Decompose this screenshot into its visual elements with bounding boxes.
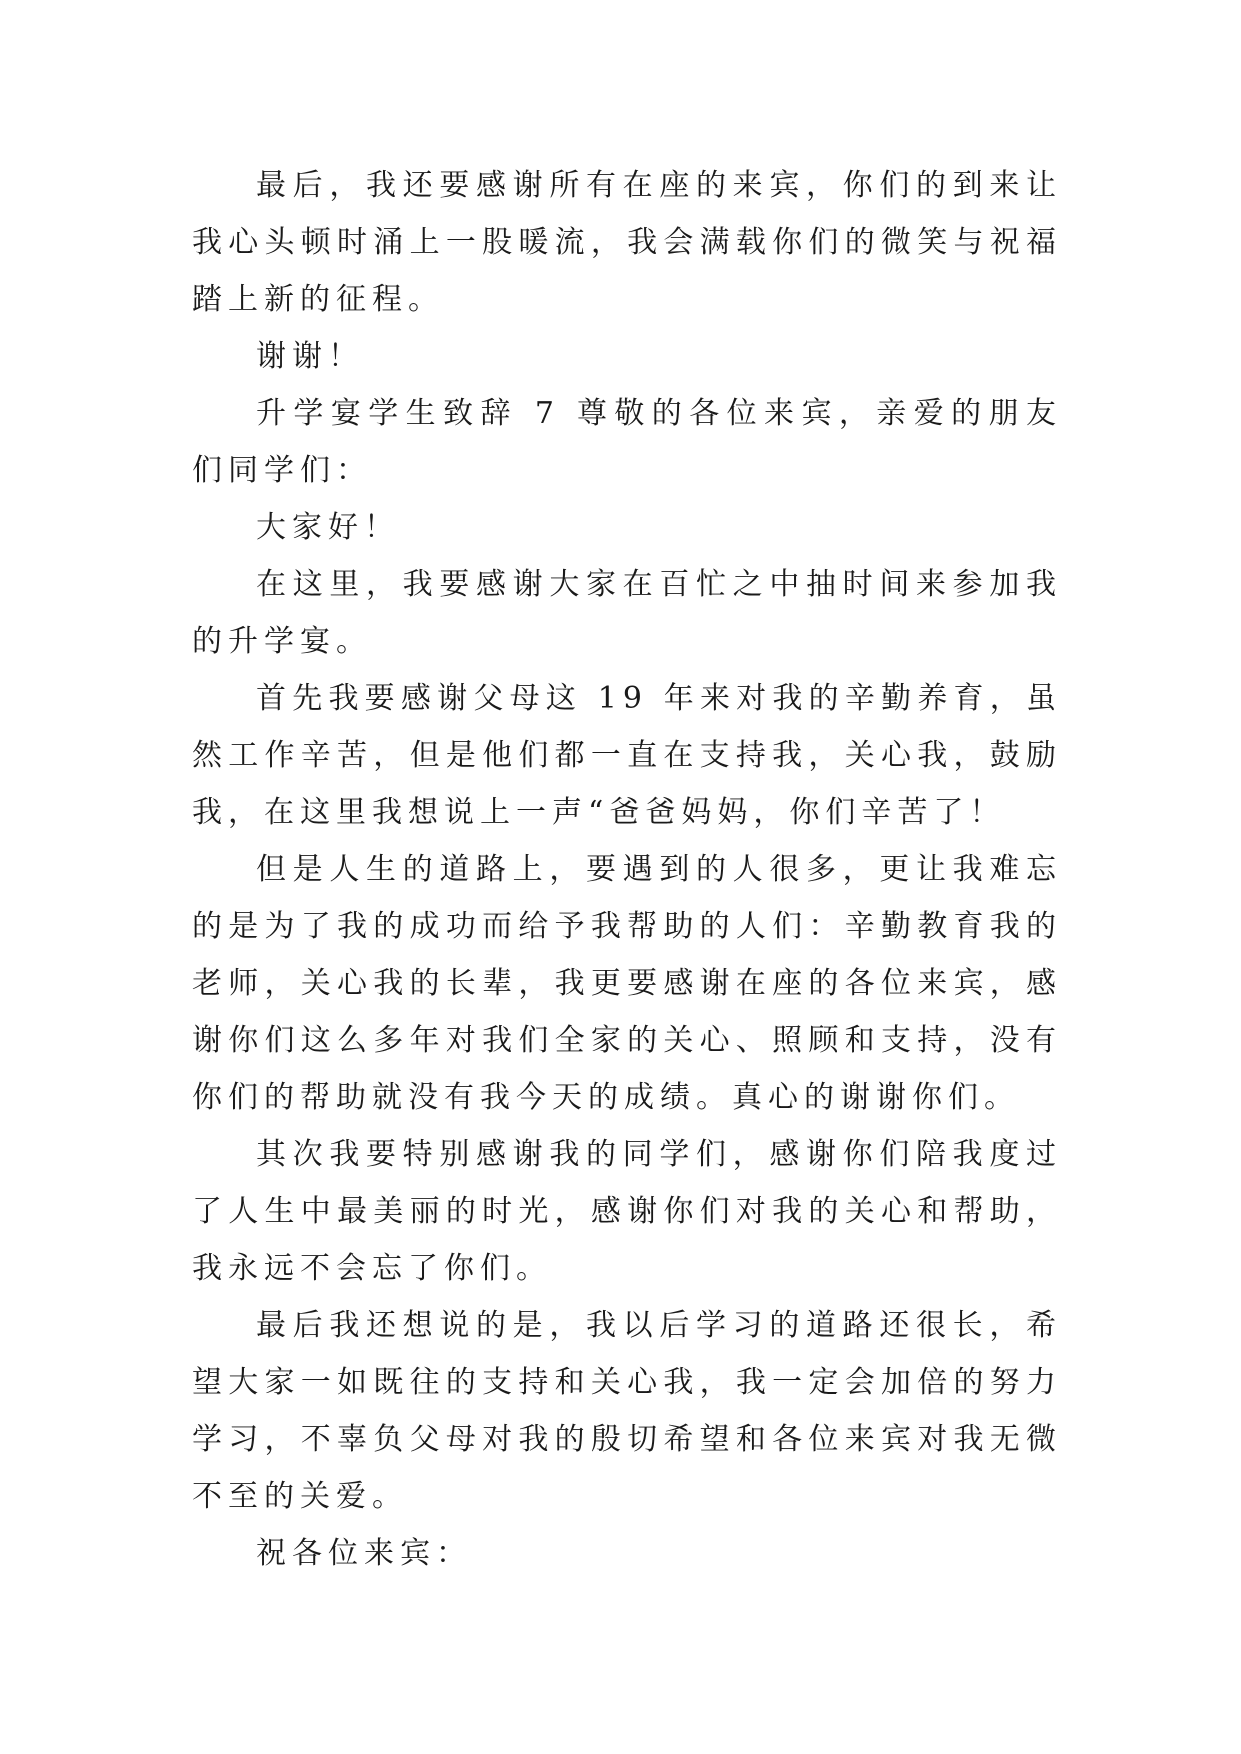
paragraph-thank-classmates: 其次我要特别感谢我的同学们，感谢你们陪我度过了人生中最美丽的时光，感谢你们对我的关心和帮助，我永远不会忘了你们。 — [192, 1137, 1062, 1286]
paragraph-speech-heading: 升学宴学生致辞 7 尊敬的各位来宾，亲爱的朋友们同学们： — [192, 396, 1062, 488]
paragraph-thank-you: 谢谢！ — [256, 339, 364, 374]
paragraph-thank-parents: 首先我要感谢父母这 19 年来对我的辛勤养育，虽然工作辛苦，但是他们都一直在支持我，关心我，鼓励我，在这里我想说上一声“爸爸妈妈，你们辛苦了！ — [192, 681, 1062, 830]
paragraph-thank-teachers-guests: 但是人生的道路上，要遇到的人很多，更让我难忘的是为了我的成功而给予我帮助的人们：辛勤教育我的老师，关心我的长辈，我更要感谢在座的各位来宾，感谢你们这么多年对我们全家的关心、照顾和支持，没有你们的帮助就没有我今天的成绩。真心的谢谢你们。 — [192, 852, 1062, 1115]
paragraph-greeting: 大家好！ — [256, 510, 400, 545]
paragraph-future-study: 最后我还想说的是，我以后学习的道路还很长，希望大家一如既往的支持和关心我，我一定会加倍的努力学习，不辜负父母对我的殷切希望和各位来宾对我无微不至的关爱。 — [192, 1308, 1062, 1514]
paragraph-closing-thanks: 最后，我还要感谢所有在座的来宾，你们的到来让我心头顿时涌上一股暖流，我会满载你们的微笑与祝福踏上新的征程。 — [192, 168, 1062, 317]
paragraph-wish-guests: 祝各位来宾： — [256, 1536, 472, 1571]
document-body — [192, 157, 1062, 1582]
paragraph-welcome: 在这里，我要感谢大家在百忙之中抽时间来参加我的升学宴。 — [192, 567, 1062, 659]
